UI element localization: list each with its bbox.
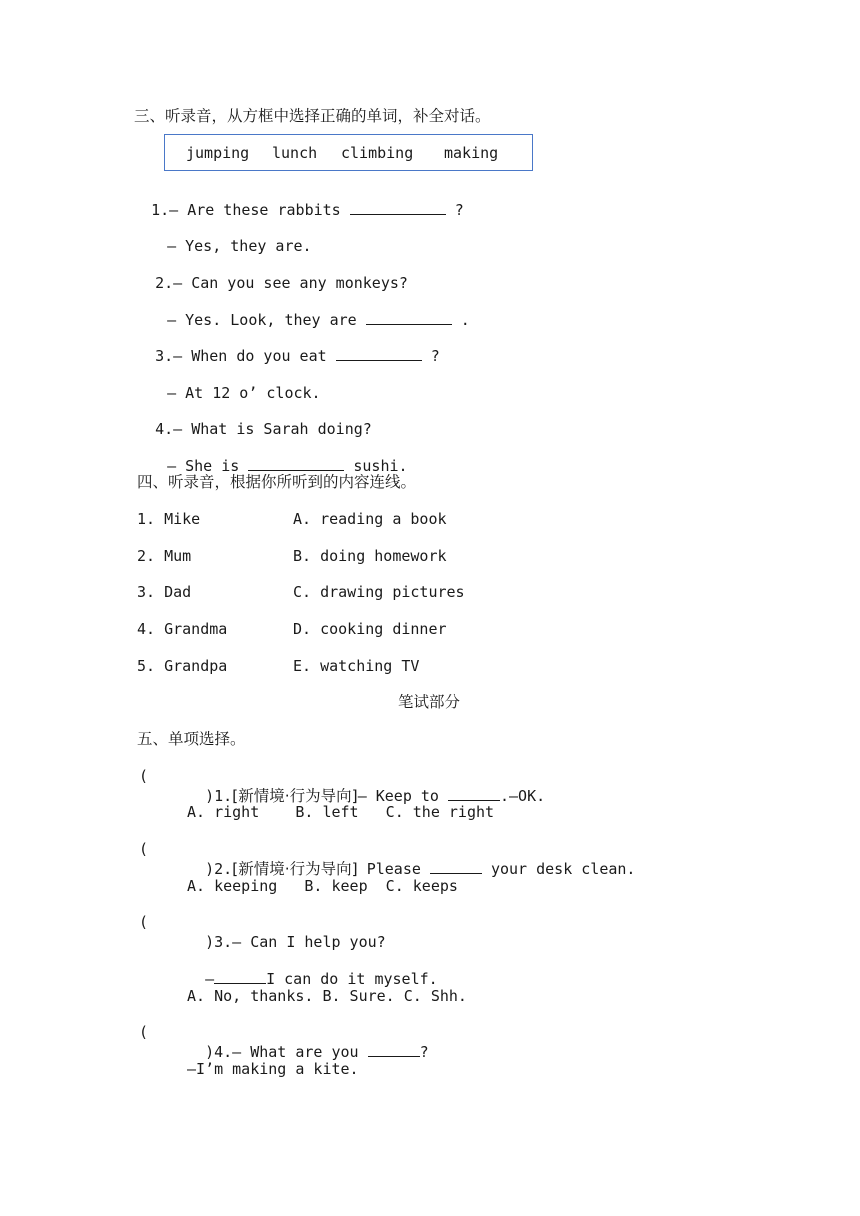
choice-question-4: )4.— What are you ? [205, 1043, 429, 1061]
answer-4: — She is sushi. [167, 457, 408, 475]
section-3-heading: 三、听录音，从方框中选择正确的单词，补全对话。 [134, 107, 491, 125]
match-left-item[interactable]: 3. Dad [137, 583, 192, 601]
answer-bracket[interactable]: ( [139, 1023, 149, 1041]
match-right-item[interactable]: D. cooking dinner [293, 620, 447, 638]
word-box [164, 134, 533, 171]
answer-3: — At 12 o’ clock. [167, 384, 321, 402]
choice-options-3: A. No, thanks. B. Sure. C. Shh. [187, 987, 467, 1005]
answer-bracket[interactable]: ( [139, 840, 149, 858]
word-option: lunch [272, 144, 318, 162]
answer-1: — Yes, they are. [167, 237, 312, 255]
question-3: 3.— When do you eat ? [155, 347, 440, 365]
question-4: 4.— What is Sarah doing? [155, 420, 372, 438]
match-right-item[interactable]: A. reading a book [293, 510, 447, 528]
answer-blank[interactable] [248, 456, 344, 471]
choice-question-3: )3.— Can I help you? [205, 933, 386, 951]
match-left-item[interactable]: 2. Mum [137, 547, 192, 565]
question-2: 2.— Can you see any monkeys? [155, 274, 408, 292]
written-part-title: 笔试部分 [398, 693, 461, 711]
answer-blank[interactable] [336, 346, 422, 361]
answer-blank[interactable] [366, 310, 452, 325]
match-right-item[interactable]: B. doing homework [293, 547, 447, 565]
match-left-item[interactable]: 4. Grandma [137, 620, 228, 638]
choice-question-4-line-2: —I’m making a kite. [187, 1060, 359, 1078]
choice-question-1: )1.[新情境·行为导向]— Keep to .—OK. [205, 787, 546, 805]
match-left-item[interactable]: 1. Mike [137, 510, 201, 528]
answer-2: — Yes. Look, they are . [167, 311, 470, 329]
section-5-heading: 五、单项选择。 [137, 730, 246, 748]
choice-options-1: A. right B. left C. the right [187, 803, 495, 821]
question-1: 1.— Are these rabbits ? [151, 201, 464, 219]
match-right-item[interactable]: E. watching TV [293, 657, 420, 675]
answer-blank[interactable] [350, 200, 446, 215]
choice-question-2: )2.[新情境·行为导向] Please your desk clean. [205, 860, 636, 878]
word-option: making [444, 144, 499, 162]
answer-bracket[interactable]: ( [139, 913, 149, 931]
section-4-heading: 四、听录音，根据你所听到的内容连线。 [137, 473, 417, 491]
match-right-item[interactable]: C. drawing pictures [293, 583, 465, 601]
word-option: climbing [341, 144, 414, 162]
answer-bracket[interactable]: ( [139, 767, 149, 785]
choice-question-3-line-2: — I can do it myself. [205, 970, 438, 988]
answer-blank[interactable] [214, 969, 266, 984]
choice-options-2: A. keeping B. keep C. keeps [187, 877, 458, 895]
match-left-item[interactable]: 5. Grandpa [137, 657, 228, 675]
answer-blank[interactable] [430, 859, 482, 874]
answer-blank[interactable] [448, 786, 500, 801]
answer-blank[interactable] [368, 1042, 420, 1057]
word-option: jumping [186, 144, 250, 162]
